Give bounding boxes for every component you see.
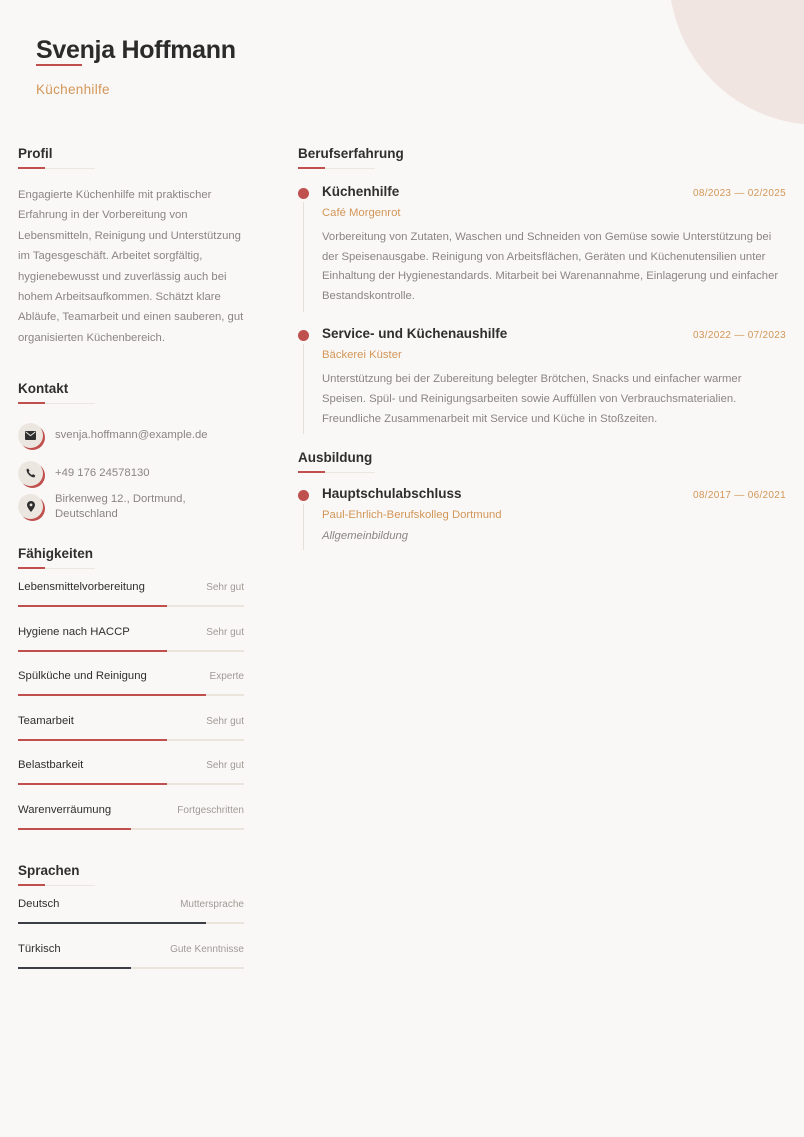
skill-item-name: Lebensmittelvorbereitung (18, 581, 145, 594)
skill-item-bar-fill (18, 783, 167, 785)
skill-item-level: Sehr gut (206, 582, 244, 594)
section-rule (298, 471, 786, 473)
profile-text: Engagierte Küchenhilfe mit praktischer Erfahrung in der Vorbereitung von Lebensmitteln, Reinigung und Unterstützung im Tagesgeschäft. Arbeitet sorgfältig, hygienebewusst und zuverlässig auch bei hohem Arbeitsaufkommen. Schätzt klare Abläufe, Teamarbeit und einen sauberen, gut organisierten Küchenbereich. (18, 189, 244, 344)
education-section (298, 449, 786, 542)
language-item-bar-fill (18, 922, 206, 924)
skill-item (18, 575, 244, 620)
skill-item-bar-fill (18, 605, 167, 607)
candidate-name: Svenja Hoffmann (36, 36, 236, 64)
skill-item-bar-fill (18, 739, 167, 741)
phone-text[interactable]: +49 176 24578130 (55, 466, 150, 479)
education-note: Allgemeinbildung (322, 530, 409, 543)
email-text[interactable]: svenja.hoffmann@example.de (55, 428, 208, 441)
language-item-bar-fill (18, 967, 131, 969)
section-title-education: Ausbildung (298, 450, 373, 466)
contact-email (18, 416, 244, 454)
language-item-bar (18, 967, 244, 969)
timeline-dot (298, 490, 309, 501)
skill-item (18, 620, 244, 665)
skill-item-level: Fortgeschritten (177, 804, 244, 816)
section-rule (18, 167, 244, 169)
education-date: 08/2017 — 06/2021 (693, 490, 786, 502)
address-text (55, 492, 186, 522)
language-item (18, 892, 244, 937)
skill-item-bar (18, 694, 244, 696)
timeline-line (303, 202, 304, 312)
job-date: 08/2023 — 02/2025 (693, 188, 786, 199)
address-line2: Deutschland (55, 508, 118, 521)
skill-item-bar (18, 650, 244, 652)
skill-item-bar-fill (18, 828, 131, 830)
language-item-name: Türkisch (18, 942, 61, 955)
languages-section (18, 862, 244, 981)
job-entry (298, 184, 786, 306)
skill-item-level: Sehr gut (206, 760, 244, 772)
skill-item-bar (18, 828, 244, 830)
contact-address (18, 492, 244, 532)
section-title-languages: Sprachen (18, 863, 80, 879)
job-description: Vorbereitung von Zutaten, Waschen und Schneiden von Gemüse sowie Unterstützung bei der Speisenausgabe. Reinigung von Arbeitsflächen, Geräten und Küchenutensilien unter Einhaltung der Hygienestandards. Mitarbeit bei Warenannahme, Einlagerung und einfacher Bestandskontrolle. (322, 231, 779, 302)
section-rule (18, 567, 244, 569)
skill-item-name: Warenverräumung (18, 803, 112, 816)
skill-item-name: Spülküche und Reinigung (18, 670, 147, 683)
name-underline (36, 64, 82, 66)
mail-icon (18, 423, 43, 448)
skill-item-bar (18, 783, 244, 785)
education-title: Hauptschulabschluss (322, 486, 462, 502)
job-company: Bäckerei Küster (322, 349, 402, 362)
skill-item-bar-fill (18, 650, 167, 652)
language-item-bar (18, 922, 244, 924)
skill-item-bar (18, 605, 244, 607)
skill-item (18, 753, 244, 798)
section-title-contact: Kontakt (18, 381, 69, 397)
job-description: Unterstützung bei der Zubereitung belegter Brötchen, Snacks und einfacher warmer Speisen. Spül- und Reinigungsarbeiten sowie Auffüllen von Verbrauchsmaterialien. Freundliche Zusammenarbeit mit Service und Küche in Stoßzeiten. (322, 373, 742, 425)
job-date: 03/2022 — 07/2023 (693, 330, 786, 342)
education-entry (298, 486, 786, 542)
right-column (298, 145, 786, 542)
skill-item-level: Sehr gut (206, 626, 244, 638)
skill-item-name: Teamarbeit (18, 714, 74, 727)
decorative-circle (669, 0, 804, 125)
skill-item-name: Belastbarkeit (18, 759, 84, 772)
skills-section (18, 545, 244, 842)
section-title-skills: Fähigkeiten (18, 546, 94, 562)
address-line1: Birkenweg 12., Dortmund, (55, 493, 186, 506)
education-school: Paul-Ehrlich-Berufskolleg Dortmund (322, 509, 502, 522)
profile-section (18, 145, 244, 348)
section-rule (298, 167, 786, 169)
left-column (18, 145, 244, 981)
contact-section (18, 380, 244, 532)
language-item-level: Gute Kenntnisse (170, 943, 244, 955)
skill-item-bar-fill (18, 694, 206, 696)
language-item (18, 937, 244, 982)
job-company: Café Morgenrot (322, 207, 401, 219)
skill-item (18, 709, 244, 754)
language-item-level: Muttersprache (180, 899, 244, 911)
job-title: Service- und Küchenaushilfe (322, 326, 508, 342)
location-pin-icon (18, 494, 43, 519)
skill-item-name: Hygiene nach HACCP (18, 625, 130, 638)
skill-item-level: Experte (209, 671, 244, 683)
phone-icon (18, 461, 43, 486)
timeline-dot (298, 330, 309, 341)
timeline-dot (298, 188, 309, 199)
section-title-profile: Profil (18, 146, 53, 161)
header (36, 36, 236, 97)
job-subtitle: Küchenhilfe (36, 82, 110, 97)
experience-section (298, 145, 786, 429)
skill-item (18, 664, 244, 709)
section-rule (18, 884, 244, 886)
language-item-name: Deutsch (18, 898, 60, 911)
skill-item (18, 798, 244, 843)
section-title-experience: Berufserfahrung (298, 146, 404, 161)
job-entry (298, 326, 786, 429)
section-rule (18, 402, 244, 404)
timeline-line (303, 344, 304, 434)
job-title: Küchenhilfe (322, 184, 400, 199)
skill-item-bar (18, 739, 244, 741)
timeline-line (303, 504, 304, 550)
skill-item-level: Sehr gut (206, 715, 244, 727)
contact-phone (18, 454, 244, 492)
